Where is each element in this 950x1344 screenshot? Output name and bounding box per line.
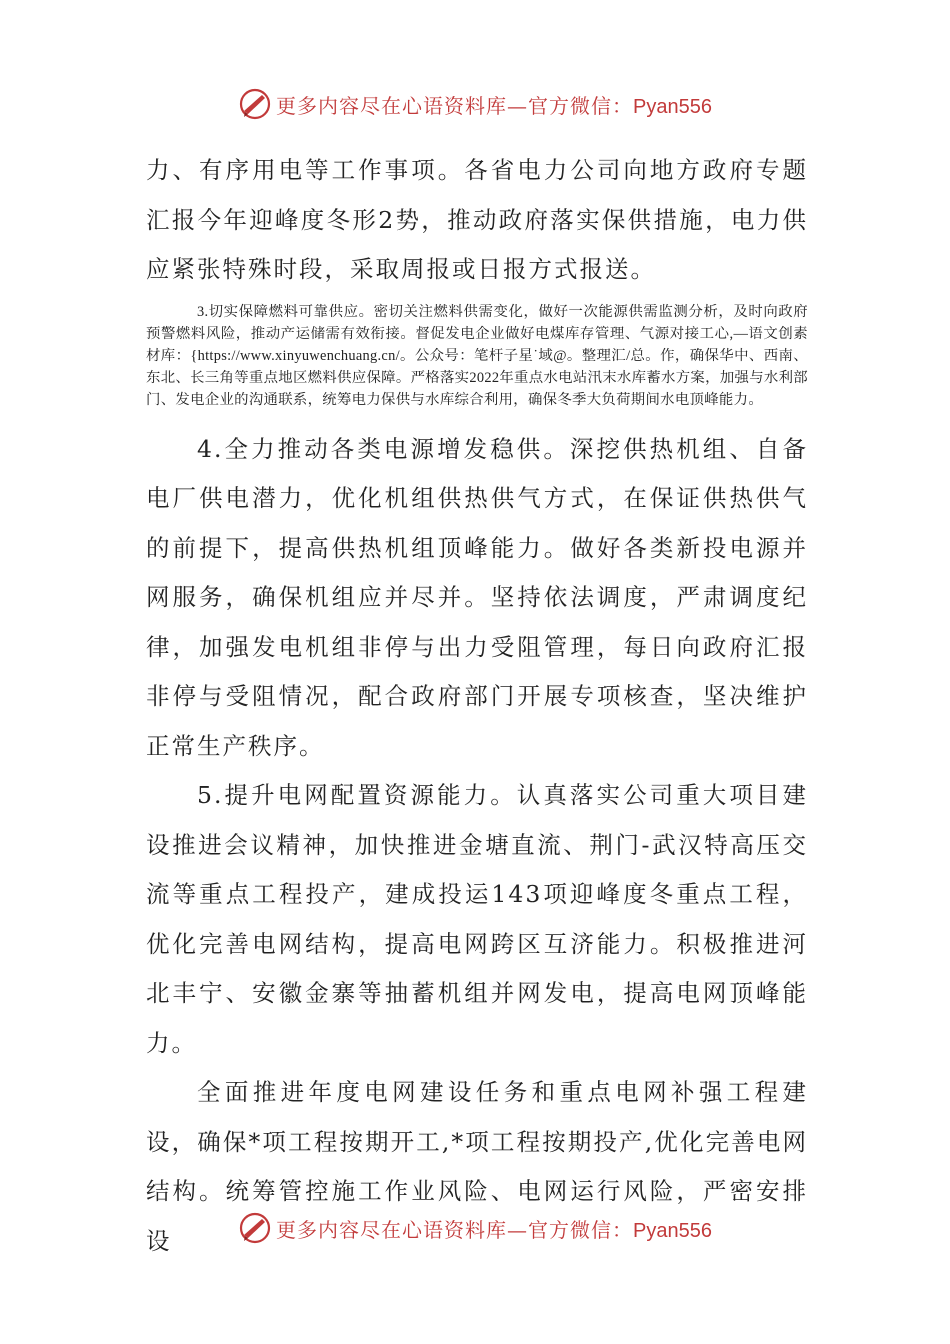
paragraph-1: 力、有序用电等工作事项。各省电力公司向地方政府专题汇报今年迎峰度冬形2势，推动政府落实保供措施，电力供应紧张特殊时段，采取周报或日报方式报送。: [146, 156, 808, 283]
header-wechat-id: Pyan556: [633, 95, 712, 118]
paragraph-5: 全面推进年度电网建设任务和重点电网补强工程建设，确保*项工程按期开工,*项工程按期投产,优化完善电网结构。统筹管控施工作业风险、电网运行风险，严密安排设: [146, 1078, 808, 1255]
paragraph-2-small: 3.切实保障燃料可靠供应。密切关注燃料供需变化，做好一次能源供需监测分析，及时向政府预警燃料风险，推动产运储需有效衔接。督促发电企业做好电煤库存管理、气源对接工心,—语文创素材库：{https://www.xinyuwenchuang.cn/。公众号：笔杆子星˙域@。整理汇/总。作，确保华中、西南、东北、长三角等重点地区燃料供应保障。严格落实2022年重点水电站汛末水库蓄水方案，加强与水利部门、发电企业的沟通联系，统筹电力保供与水库综合利用，确保冬季大负荷期间水电顶峰能力。: [146, 303, 808, 408]
paragraph-3: 4.全力推动各类电源增发稳供。深挖供热机组、自备电厂供电潜力，优化机组供热供气方式，在保证供热供气的前提下，提高供热机组顶峰能力。做好各类新投电源并网服务，确保机组应并尽并。坚持依法调度，严肃调度纪律，加强发电机组非停与出力受阻管理，每日向政府汇报非停与受阻情况，配合政府部门开展专项核查，坚决维护正常生产秩序。: [146, 434, 808, 760]
paragraph-4: 5.提升电网配置资源能力。认真落实公司重大项目建设推进会议精神，加快推进金塘直流、荆门-武汉特高压交流等重点工程投产，建成投运143项迎峰度冬重点工程，优化完善电网结构，提高电网跨区互济能力。积极推进河北丰宁、安徽金寨等抽蓄机组并网发电，提高电网顶峰能力。: [146, 781, 808, 1057]
document-body: [146, 146, 808, 1266]
footer-banner-text: 更多内容尽在心语资料库—官方微信：Pyan556: [276, 1217, 712, 1242]
pen-logo-icon: [238, 1211, 272, 1245]
pen-logo-icon: [238, 87, 272, 121]
header-banner-text: 更多内容尽在心语资料库—官方微信：Pyan556: [276, 93, 712, 118]
header-banner: [0, 84, 950, 124]
footer-wechat-id: Pyan556: [633, 1219, 712, 1242]
footer-banner: [0, 1208, 950, 1248]
